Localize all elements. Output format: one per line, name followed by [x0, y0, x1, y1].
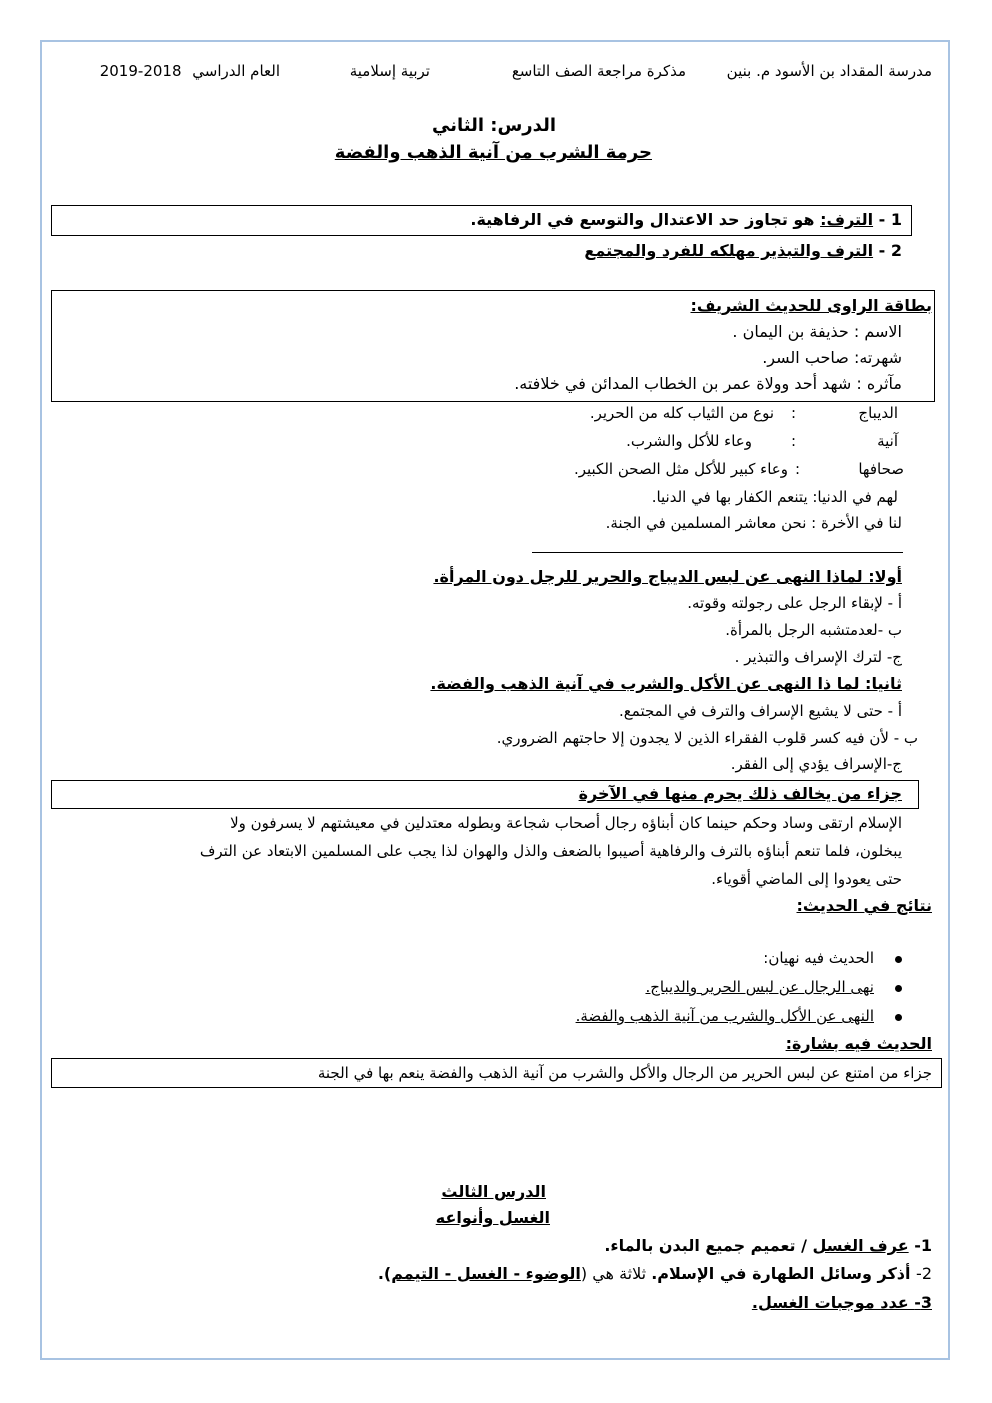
narrator-name: الاسم : حذيفة بن اليمان . — [732, 322, 902, 341]
lesson3-q1-term: عرف الغسل — [812, 1236, 909, 1255]
lesson3-q3-number: 3- — [914, 1293, 932, 1312]
vocab-word-1: الديباج — [858, 404, 898, 422]
results-item-1: الحديث فيه نهيان: — [763, 949, 874, 967]
bullet-2 — [895, 985, 902, 992]
lesson3-q2-post: ). — [377, 1264, 392, 1283]
first-item-c: ج- لترك الإسراف والتبذير . — [734, 648, 902, 666]
divider-line — [532, 552, 903, 553]
narrator-deeds: مآثره : شهد أحد وولاة عمر بن الخطاب المدائن في خلافته. — [514, 374, 902, 393]
bullet-1 — [895, 956, 902, 963]
header-subject: تربية إسلامية — [349, 62, 430, 80]
glad-text: جزاء من امتنع عن لبس الحرير من الرجال والأكل والشرب من آنية الذهب والفضة ينعم بها في الجنة — [317, 1064, 932, 1082]
lesson2-title: حرمة الشرب من آنية الذهب والفضة — [334, 142, 652, 163]
vocab-extra-1: لهم في الدنيا: يتنعم الكفار بها في الدنيا. — [651, 488, 898, 506]
definition-number: 1 - — [878, 210, 902, 229]
header-year — [100, 62, 280, 80]
lesson3-q3 — [752, 1293, 932, 1312]
header-year-value: 2018-2019 — [99, 62, 182, 80]
header-school: مدرسة المقداد بن الأسود م. بنين — [726, 62, 932, 80]
vocab-extra-2: لنا في الأخرة : نحن معاشر المسلمين في الجنة. — [605, 514, 902, 532]
luxury-effect — [584, 241, 902, 260]
header-year-label: العام الدراسي — [192, 62, 280, 80]
lesson3-q1-rest: / تعميم جميع البدن بالماء. — [604, 1236, 813, 1255]
second-item-b: ب - لأن فيه كسر قلوب الفقراء الذين لا يجدون إلا حاجتهم الضروري. — [496, 729, 918, 747]
lesson3-q2-mid: ثلاثة هي ( — [580, 1264, 652, 1283]
results-heading: نتائج في الحديث: — [796, 896, 932, 915]
page-border — [40, 40, 950, 1360]
vocab-sep-3: : — [794, 460, 800, 478]
vocab-word-2: آنية — [877, 432, 898, 450]
definition-luxury — [470, 210, 902, 229]
vocab-sep-1: : — [790, 404, 796, 422]
lesson3-q2-answer: الوضوء - الغسل - التيمم — [391, 1264, 581, 1283]
lesson3-q1-number: 1- — [914, 1236, 932, 1255]
lesson3-q3-text: عدد موجبات الغسل. — [751, 1293, 915, 1312]
lesson3-q2-question: أذكر وسائل الطهارة في الإسلام. — [651, 1264, 917, 1283]
first-item-b: ب -لعدمتشبه الرجل بالمرأة. — [725, 621, 902, 639]
bullet-3 — [895, 1014, 902, 1021]
lesson3-label: الدرس الثالث — [441, 1182, 546, 1201]
second-item-a: أ - حتى لا يشيع الإسراف والترف في المجتمع. — [619, 702, 902, 720]
vocab-sep-2: : — [790, 432, 796, 450]
penalty-line-2: يبخلون، فلما تنعم أبناؤه بالترف والرفاهية أصيبوا بالضعف والذل والهوان لذا يجب على المسلمين الابتعاد عن الترف — [199, 842, 902, 860]
narrator-fame: شهرته: صاحب السر. — [762, 348, 902, 367]
vocab-meaning-1: نوع من الثياب كله من الحرير. — [589, 404, 774, 422]
lesson3-q2-number: 2- — [916, 1264, 932, 1283]
narrator-heading: بطاقة الراوى للحديث الشريف: — [690, 296, 932, 315]
second-item-c: ج-الإسراف يؤدي إلى الفقر. — [730, 755, 902, 773]
penalty-line-1: الإسلام ارتقى وساد وحكم حينما كان أبناؤه رجال أصحاب شجاعة وبطوله معتدلين في معيشتهم لا يسرفون ولا — [230, 814, 902, 832]
definition-term: الترف: — [820, 210, 874, 229]
penalty-line-3: حتى يعودوا إلى الماضي أقوياء. — [711, 870, 902, 888]
lesson3-q1 — [604, 1236, 932, 1255]
lesson3-title: الغسل وأنواعه — [435, 1208, 550, 1227]
lesson2-label: الدرس: الثاني — [432, 115, 556, 136]
results-item-2: نهى الرجال عن لبس الحرير والديباج. — [645, 978, 874, 996]
vocab-word-3: صحافها — [858, 460, 904, 478]
first-heading: أولا: لماذا النهى عن لبس الديباج والحرير للرجل دون المرأة. — [433, 567, 902, 586]
luxury-effect-number: 2 - — [878, 241, 902, 260]
penalty-heading: جزاء من يخالف ذلك يحرم منها في الآخرة — [578, 784, 902, 803]
vocab-meaning-2: وعاء للأكل والشرب. — [626, 432, 752, 450]
first-item-a: أ - لإبقاء الرجل على رجولته وقوته. — [687, 594, 902, 612]
definition-text: هو تجاوز حد الاعتدال والتوسع في الرفاهية. — [470, 210, 815, 229]
vocab-meaning-3: وعاء كبير للأكل مثل الصحن الكبير. — [573, 460, 788, 478]
luxury-effect-text: الترف والتبذير مهلكه للفرد والمجتمع — [584, 241, 874, 260]
second-heading: ثانيا: لما ذا النهى عن الأكل والشرب في آنية الذهب والفضة. — [430, 674, 902, 693]
results-item-3: النهى عن الأكل والشرب من آنية الذهب والفضة. — [575, 1007, 874, 1025]
header-memo: مذكرة مراجعة الصف التاسع — [511, 62, 686, 80]
glad-heading: الحديث فيه بشارة: — [785, 1034, 932, 1053]
lesson3-q2 — [378, 1264, 932, 1283]
